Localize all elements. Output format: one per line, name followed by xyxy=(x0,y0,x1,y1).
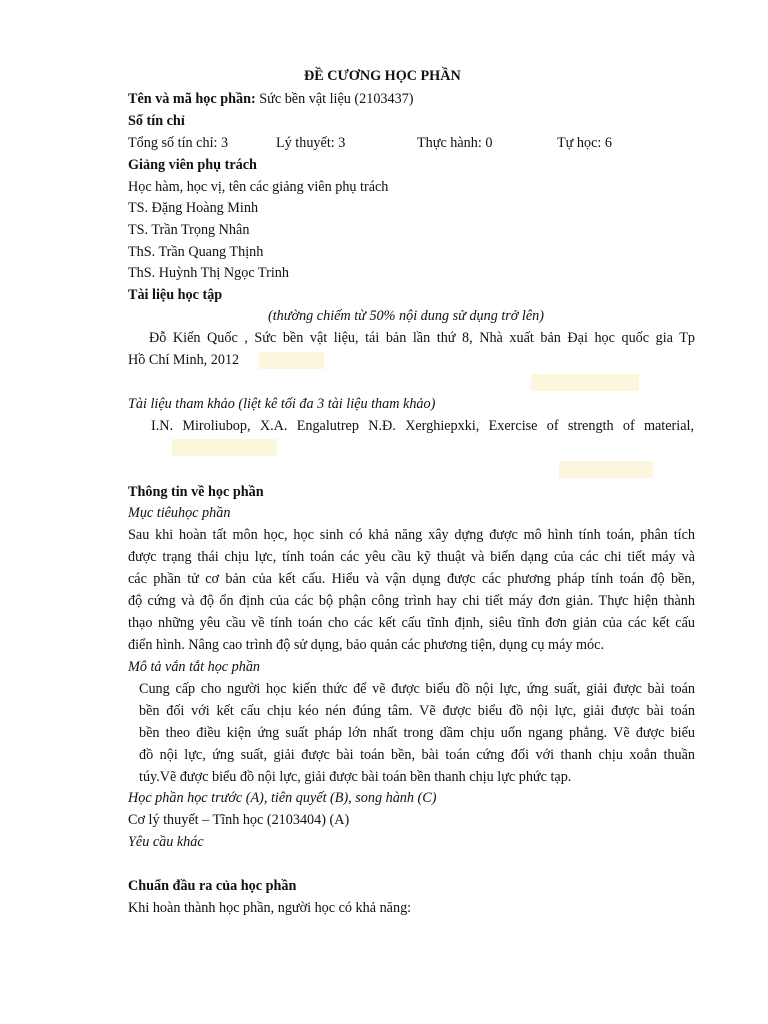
course-name-label: Tên và mã học phần: xyxy=(128,91,256,107)
outcomes-heading: Chuẩn đầu ra của học phần xyxy=(128,878,297,894)
highlight-mark xyxy=(172,439,277,456)
highlight-mark xyxy=(531,374,639,391)
references-heading: Tài liệu tham khảo (liệt kê tối đa 3 tài liệu tham khảo) xyxy=(128,396,436,412)
objectives-line: độ cứng và độ ổn định của các bộ phận công trình hay chi tiết máy đơn giản. Thực hiện thành xyxy=(128,593,695,609)
materials-note: (thường chiếm từ 50% nội dung sử dụng trở lên) xyxy=(268,308,544,324)
credits-total: Tổng số tín chỉ: 3 xyxy=(128,135,229,151)
objectives-line: được trạng thái chịu lực, tính toán các yêu cầu kỹ thuật và biến dạng của các chi tiết máy và xyxy=(128,549,695,565)
outcomes-intro: Khi hoàn thành học phần, người học có khả năng: xyxy=(128,900,412,916)
info-heading: Thông tin về học phần xyxy=(128,484,264,500)
course-name-value: Sức bền vật liệu (2103437) xyxy=(259,91,414,107)
prereq-value: Cơ lý thuyết – Tĩnh học (2103404) (A) xyxy=(128,812,350,828)
objectives-heading: Mục tiêuhọc phần xyxy=(128,505,231,521)
objectives-line: điển hình. Nâng cao trình độ sử dụng, bảo quản các phương tiện, dụng cụ máy móc. xyxy=(128,637,604,653)
course-name-row xyxy=(128,90,414,108)
prereq-heading: Học phần học trước (A), tiên quyết (B), song hành (C) xyxy=(128,790,437,806)
lecturers-heading: Giảng viên phụ trách xyxy=(128,157,257,173)
lecturer-item: ThS. Huỳnh Thị Ngọc Trinh xyxy=(128,265,289,281)
objectives-line: các phần tử cơ bản của kết cấu. Hiểu và vận dụng được các phương pháp tính toán độ bền, xyxy=(128,571,695,587)
objectives-line: thạo những yêu cầu về tính toán cho các kết cấu tĩnh định, siêu tĩnh đơn giản của các kết cấu xyxy=(128,615,695,631)
materials-line-1: Đỗ Kiến Quốc , Sức bền vật liệu, tái bản lần thứ 8, Nhà xuất bản Đại học quốc gia Tp xyxy=(149,330,695,346)
lecturer-item: ThS. Trần Quang Thịnh xyxy=(128,244,264,260)
summary-line: túy.Vẽ được biểu đồ nội lực, giải được bài toán bền thanh chịu lực phức tạp. xyxy=(139,769,572,785)
other-requirements-heading: Yêu cầu khác xyxy=(128,834,204,850)
references-line-1: I.N. Miroliubop, X.A. Engalutrep N.Đ. Xerghiepxki, Exercise of strength of material, xyxy=(151,418,694,434)
materials-line-2: Hồ Chí Minh, 2012 xyxy=(128,352,240,368)
lecturer-item: TS. Đặng Hoàng Minh xyxy=(128,200,259,216)
highlight-mark xyxy=(259,352,324,369)
summary-line: bền theo điều kiện ứng suất pháp lớn nhất trong dầm chịu uốn ngang phẳng. Vẽ được biểu xyxy=(139,725,695,741)
highlight-mark xyxy=(559,461,653,478)
credits-heading: Số tín chỉ xyxy=(128,113,185,129)
lecturer-item: TS. Trần Trọng Nhân xyxy=(128,222,250,238)
lecturers-intro: Học hàm, học vị, tên các giảng viên phụ trách xyxy=(128,179,389,195)
summary-line: Cung cấp cho người học kiến thức để vẽ được biểu đồ nội lực, ứng suất, giải được bài toán xyxy=(139,681,695,697)
materials-heading: Tài liệu học tập xyxy=(128,287,223,303)
credits-theory: Lý thuyết: 3 xyxy=(276,135,346,151)
credits-practice: Thực hành: 0 xyxy=(417,135,493,151)
summary-heading: Mô tả vắn tắt học phần xyxy=(128,659,261,675)
objectives-line: Sau khi hoàn tất môn học, học sinh có khả năng xây dựng được mô hình tính toán, phân tích xyxy=(128,527,695,543)
credits-self-study: Tự học: 6 xyxy=(557,135,612,151)
document-title: ĐỀ CƯƠNG HỌC PHẦN xyxy=(304,68,461,84)
summary-line: bền đối với kết cấu chịu kéo nén đúng tâm. Vẽ được biểu đồ nội lực, giải được bài toán xyxy=(139,703,695,719)
summary-line: đồ nội lực, ứng suất, giải được bài toán bền, bài toán cứng đối với thanh chịu xoắn thuần xyxy=(139,747,695,763)
